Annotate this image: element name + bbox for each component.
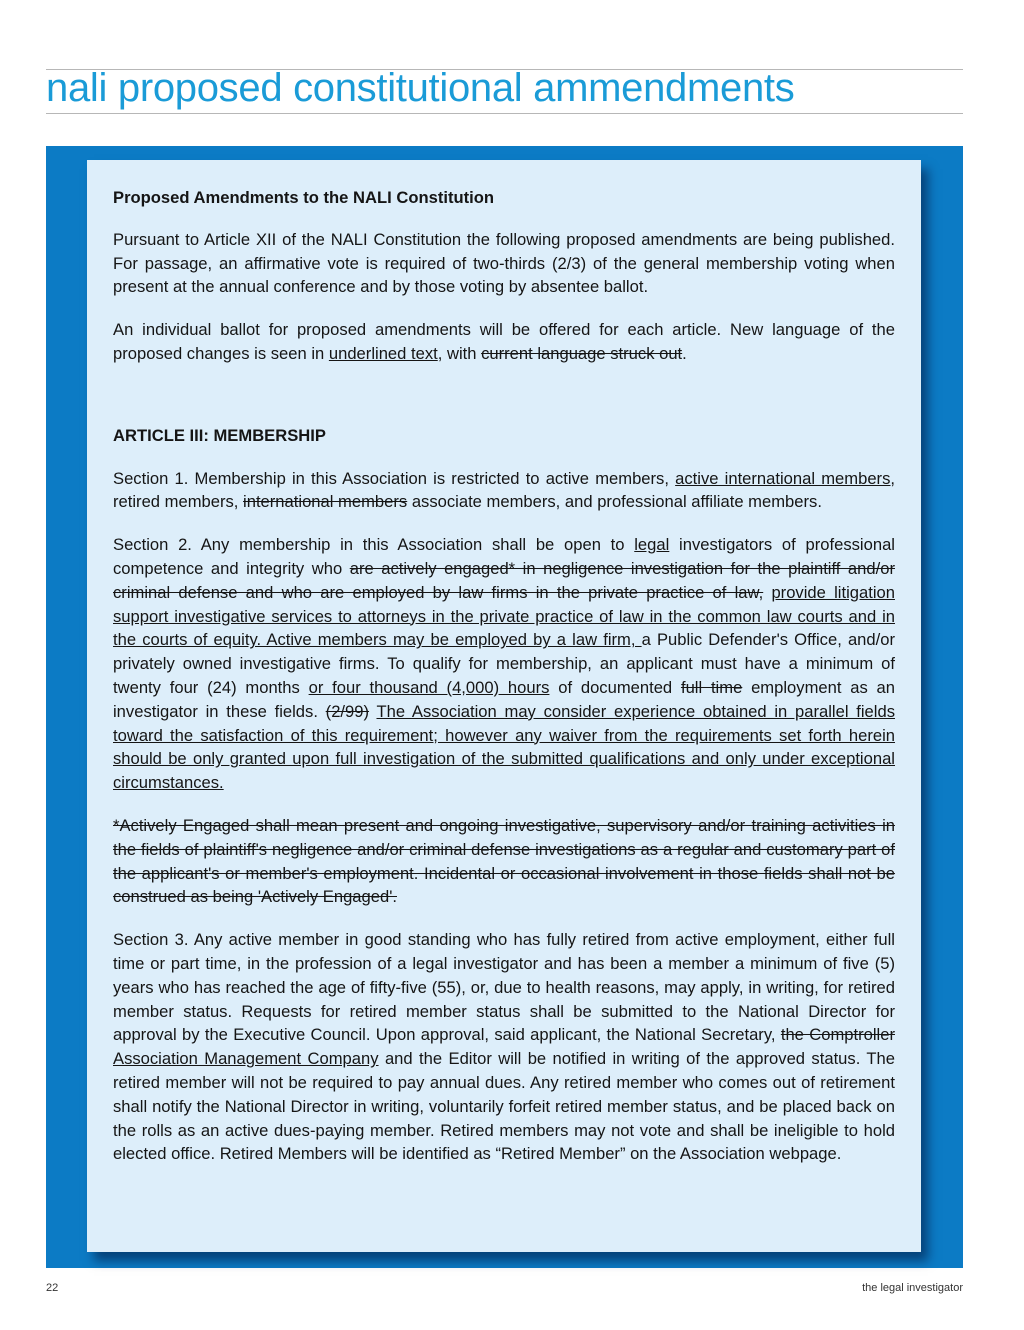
struck-text-sample: current language struck out: [481, 343, 683, 363]
deleted-text: full time: [680, 677, 743, 697]
inserted-text: The Association may consider experience obtained in parallel fields toward the satisfaction of this requirement; however any waiver from the requirements set forth herein should be only granted upon full investigation of the submitted qualifications and only under exceptional circumstances.: [113, 701, 895, 793]
inserted-text: legal: [634, 535, 670, 555]
text-run: Section 1. Membership in this Association is restricted to active members,: [113, 468, 676, 488]
page-title: nali proposed constitutional ammendments: [46, 66, 795, 110]
underlined-text-sample: underlined text: [328, 343, 438, 363]
intro-heading: Proposed Amendments to the NALI Constitution: [113, 188, 495, 207]
deleted-text: (2/99): [325, 701, 370, 721]
inserted-text: active international members,: [675, 468, 895, 488]
text-run: employment as an investigator in these fields.: [113, 677, 895, 721]
text-run: An individual ballot for proposed amendments will be offered for each article. New language of the proposed changes is seen in: [113, 320, 895, 363]
text-run: associate members, and professional affiliate members.: [407, 492, 822, 512]
text-run: investigators of professional competence and integrity who: [113, 535, 895, 578]
inserted-text: provide litigation support investigative services to attorneys in the private practice of law in the common law courts and in the courts of equity. Active members may be employed by a law firm,: [113, 582, 895, 650]
deleted-text: international members: [243, 492, 408, 512]
deleted-text: the Comptroller: [780, 1025, 895, 1045]
text-run: Section 3. Any active member in good standing who has fully retired from active employment, either full time or part time, in the profession of a legal investigator and has been a member a minimum of five (5) years who has reached the age of fifty-five (55), or, due to health reasons, may apply, in writing, for retired member status. Requests for retired member status shall be submitted to the National Director for approval by the Executive Council. Upon approval, said applicant, the National Secretary,: [113, 930, 895, 1045]
title-underline-rule: [46, 113, 963, 114]
text-run: , with: [437, 343, 482, 363]
text-run: Section 2. Any membership in this Association shall be open to: [113, 535, 635, 555]
article-heading: ARTICLE III: MEMBERSHIP: [113, 425, 326, 445]
text-run: retired members,: [113, 492, 244, 512]
section-2: [113, 533, 895, 795]
section-1: [113, 467, 895, 515]
content-panel: [87, 160, 921, 1252]
intro-paragraph-1: Pursuant to Article XII of the NALI Constitution the following proposed amendments are being published. For passage, an affirmative vote is required of two-thirds (2/3) of the general membership voting when present at the annual conference and by those voting by absentee ballot.: [113, 229, 895, 297]
text-run: of documented: [549, 677, 681, 697]
inserted-text: or four thousand (4,000) hours: [308, 677, 550, 697]
intro-paragraph-2: [113, 318, 895, 366]
section-3: [113, 928, 895, 1166]
text-run: .: [682, 343, 687, 363]
footnote-actively-engaged: *Actively Engaged shall mean present and ongoing investigative, supervisory and/or training activities in the fields of plaintiff's negligence and/or criminal defense investigations as a regular and customary part of the applicant's or member's employment. Incidental or occasional involvement in those fields shall not be construed as being 'Actively Engaged'.: [113, 815, 895, 907]
page-number: 22: [46, 1282, 59, 1294]
inserted-text: Association Management Company: [113, 1049, 379, 1069]
text-run: a Public Defender's Office, and/or privately owned investigative firms. To qualify for membership, an applicant must have a minimum of twenty four (24) months: [113, 630, 896, 697]
deleted-text: are actively engaged* in negligence investigation for the plaintiff and/or criminal defense and who are employed by law firms in the private practice of law,: [113, 558, 895, 602]
text-run: and the Editor will be notified in writing of the approved status. The retired member will not be required to pay annual dues. Any retired member who comes out of retirement shall notify the National Director in writing, voluntarily forfeit retired member status, and be placed back on the rolls as an active dues-paying member. Retired members may not vote and shall be ineligible to hold elected office. Retired Members will be identified as “Retired Member” on the Association webpage.: [113, 1049, 896, 1164]
publication-name: the legal investigator: [862, 1282, 963, 1294]
